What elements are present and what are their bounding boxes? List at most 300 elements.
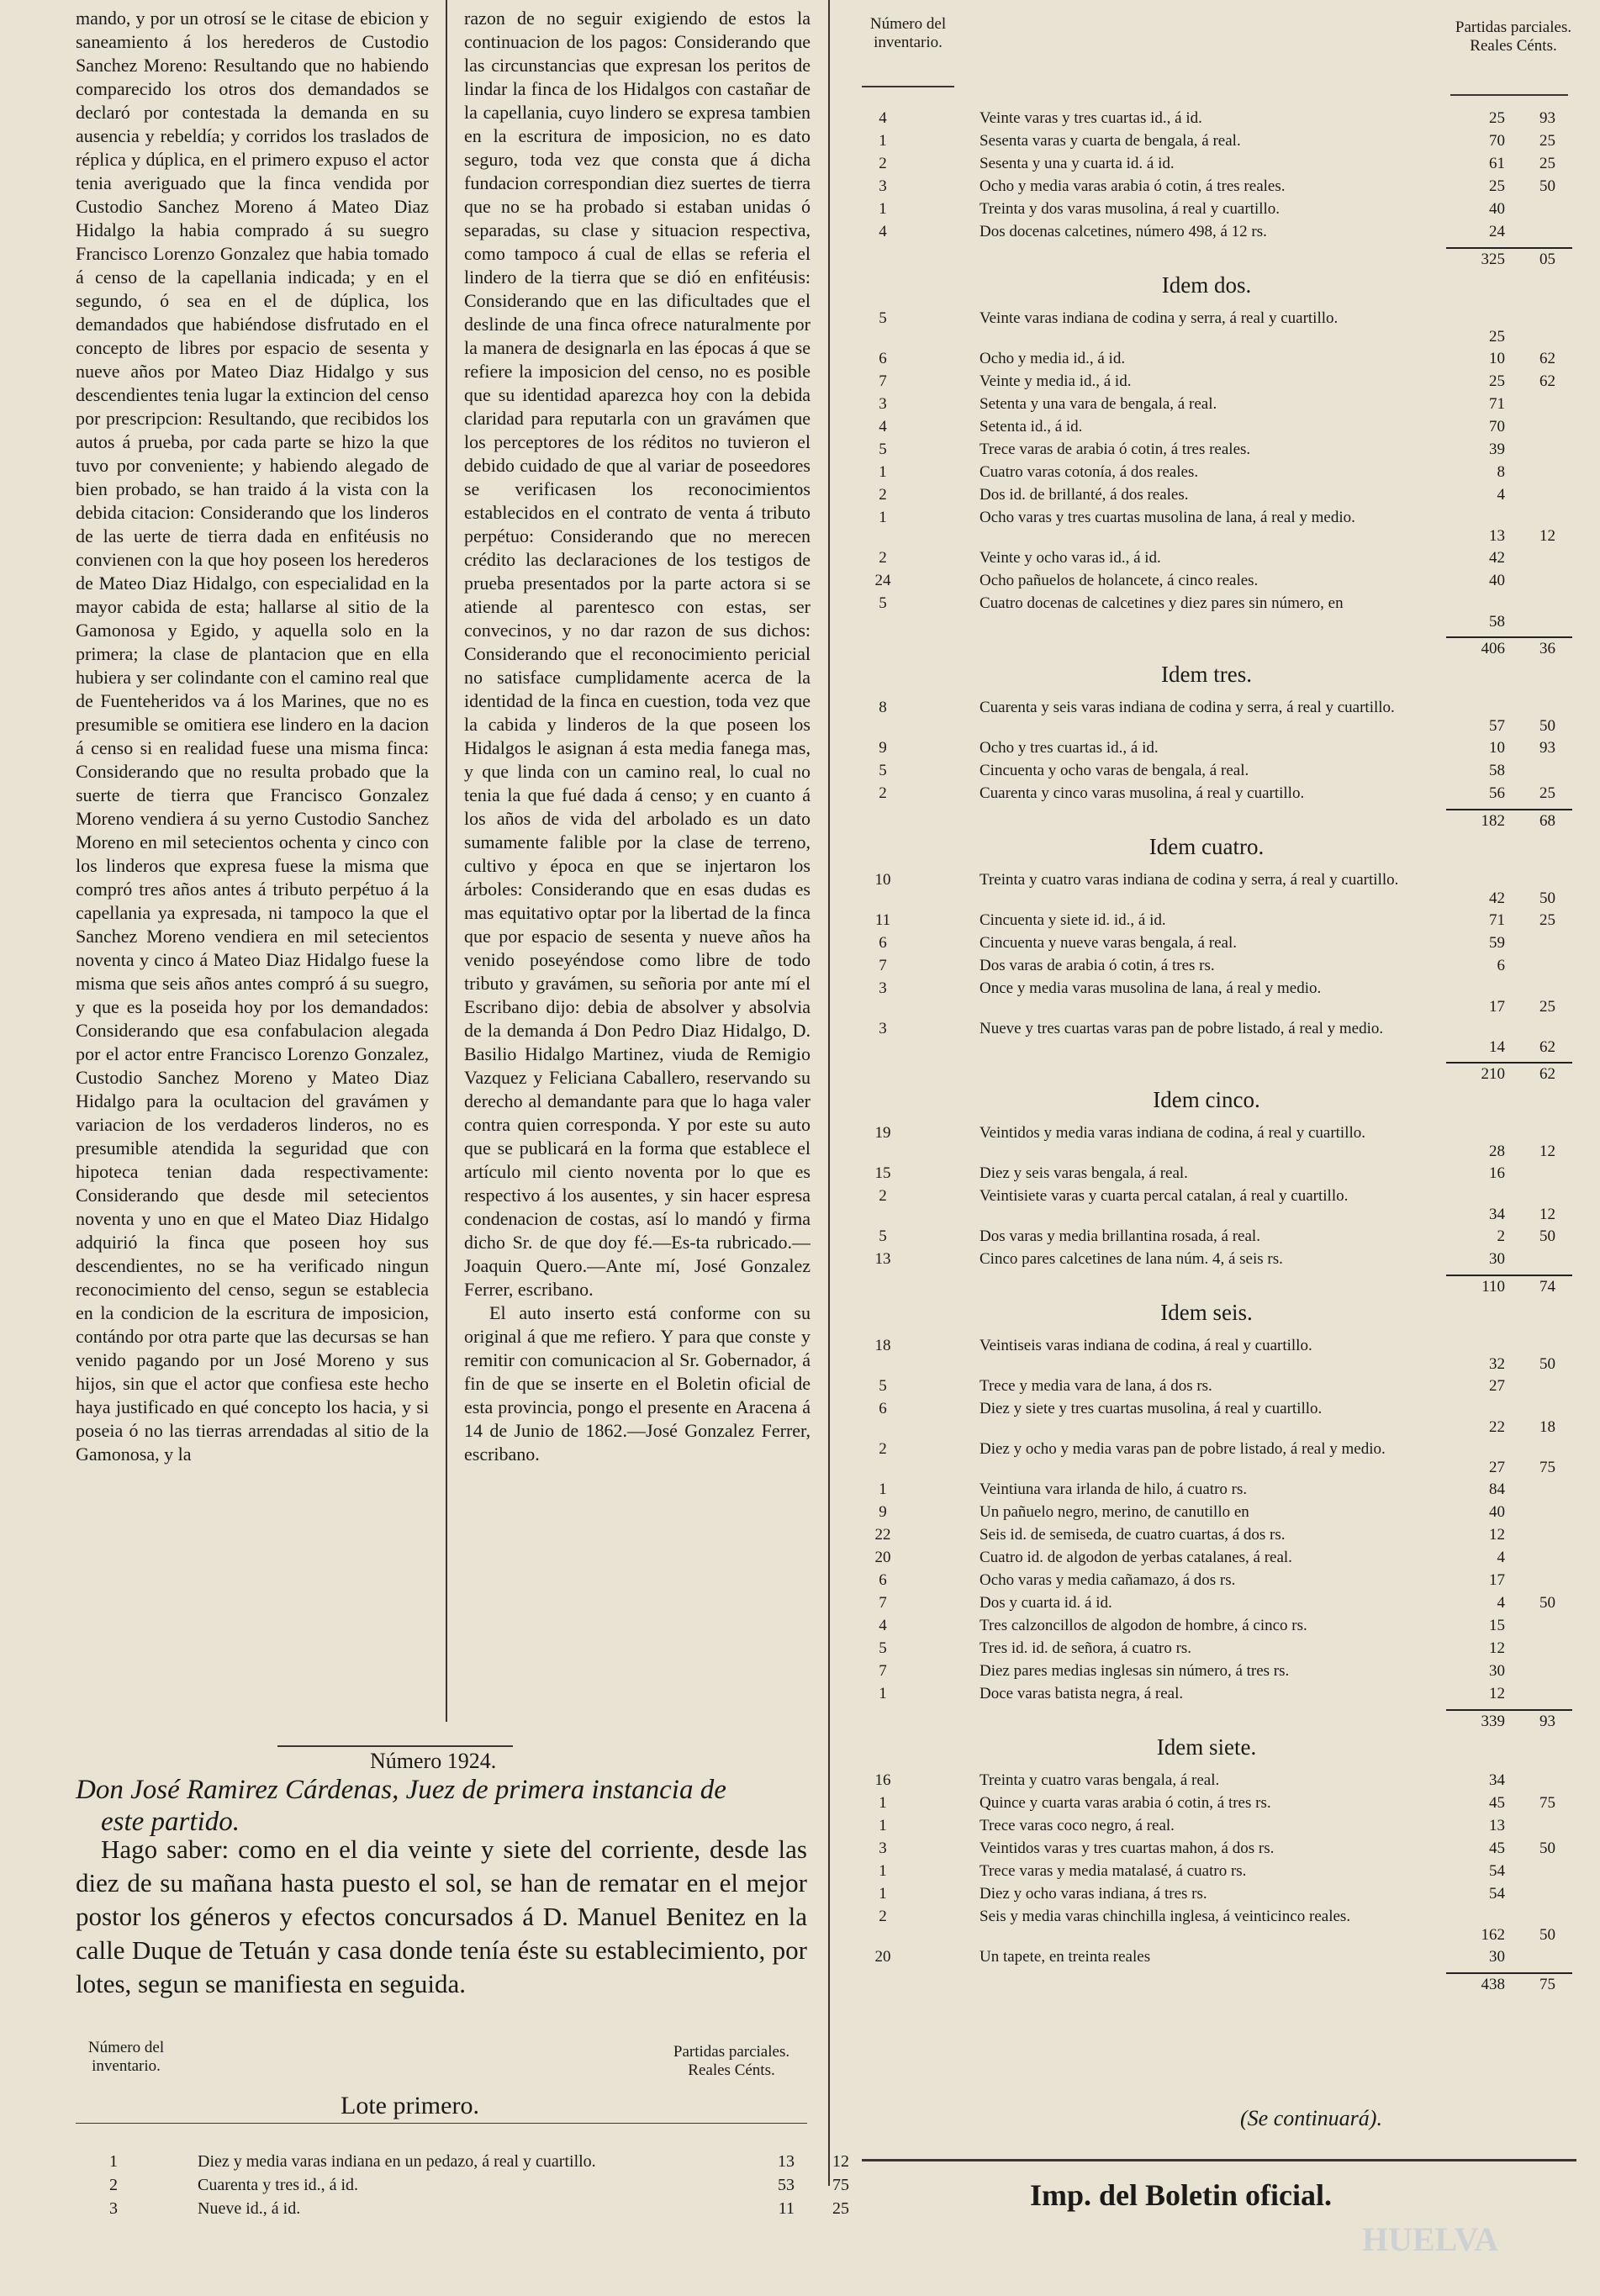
row-cents: 62 bbox=[1539, 1038, 1555, 1056]
table-row bbox=[76, 2176, 849, 2199]
table-row bbox=[841, 155, 1572, 177]
row-number: 2 bbox=[879, 1187, 887, 1205]
table-row bbox=[841, 1794, 1572, 1817]
row-number: 4 bbox=[879, 1617, 887, 1634]
table-row bbox=[841, 594, 1572, 635]
table-row bbox=[841, 911, 1572, 934]
row-number: 20 bbox=[874, 1549, 891, 1566]
row-description: Veinte varas indiana de codina y serra, á real y cuartillo. bbox=[980, 309, 1339, 327]
row-description: Quince y cuarta varas arabia ó cotin, á tres rs. bbox=[980, 1794, 1271, 1812]
row-description: Setenta id., á id. bbox=[980, 418, 1083, 435]
row-cents: 50 bbox=[1539, 1355, 1555, 1373]
total-reales: 182 bbox=[1481, 812, 1505, 830]
row-cents: 50 bbox=[1539, 889, 1555, 907]
total-rule bbox=[1446, 1972, 1572, 1974]
row-number: 3 bbox=[879, 979, 887, 997]
row-description: Veintidos varas y tres cuartas mahon, á dos rs. bbox=[980, 1839, 1275, 1857]
total-rule bbox=[1446, 809, 1572, 810]
notice-header-continuation: este partido. bbox=[101, 1807, 240, 1837]
row-cents: 62 bbox=[1539, 350, 1555, 367]
row-number: 9 bbox=[879, 1503, 887, 1521]
row-number: 1 bbox=[879, 1481, 887, 1498]
row-description: Ocho y tres cuartas id., á id. bbox=[980, 739, 1159, 757]
total-reales: 438 bbox=[1481, 1976, 1505, 1993]
total-cents: 93 bbox=[1539, 1713, 1555, 1730]
row-description: Veintisiete varas y cuarta percal catalan, á real y cuartillo. bbox=[980, 1187, 1349, 1205]
lot-title: Idem tres. bbox=[1161, 662, 1252, 687]
row-number: 6 bbox=[879, 934, 887, 952]
right-header-rule-2 bbox=[1450, 94, 1568, 96]
row-number: 1 bbox=[879, 509, 887, 526]
row-number: 5 bbox=[879, 1639, 887, 1657]
header-cents-label-right: Cénts. bbox=[1516, 37, 1557, 55]
row-cents: 50 bbox=[1539, 177, 1555, 195]
row-number: 5 bbox=[879, 309, 887, 327]
row-number: 11 bbox=[874, 911, 891, 929]
header-reales-label: Reales bbox=[688, 2061, 731, 2079]
table-row bbox=[841, 372, 1572, 395]
total-reales: 339 bbox=[1481, 1713, 1505, 1730]
table-row bbox=[841, 418, 1572, 441]
table-row bbox=[841, 177, 1572, 200]
column-left-text bbox=[76, 7, 429, 1713]
row-number: 1 bbox=[109, 2152, 118, 2171]
row-number: 3 bbox=[879, 395, 887, 413]
right-inventory-table bbox=[841, 109, 1572, 1998]
table-row bbox=[76, 2199, 849, 2223]
row-reales: 61 bbox=[1489, 155, 1505, 172]
row-description: Veinte y media id., á id. bbox=[980, 372, 1132, 390]
table-row bbox=[841, 699, 1572, 739]
table-row bbox=[841, 1187, 1572, 1227]
row-description: Trece varas de arabia ó cotin, á tres reales. bbox=[980, 441, 1251, 458]
row-reales: 56 bbox=[1489, 784, 1505, 802]
row-reales: 59 bbox=[1489, 934, 1505, 952]
row-description: Dos varas y media brillantina rosada, á real. bbox=[980, 1227, 1260, 1245]
table-row bbox=[841, 1227, 1572, 1250]
row-reales: 34 bbox=[1489, 1206, 1505, 1223]
table-row bbox=[841, 309, 1572, 350]
header-reales-label-right: Reales bbox=[1470, 37, 1513, 55]
table-row bbox=[841, 200, 1572, 223]
row-description: Diez pares medias inglesas sin número, á tres rs. bbox=[980, 1662, 1290, 1680]
table-row bbox=[841, 132, 1572, 155]
row-number: 5 bbox=[879, 762, 887, 779]
table-row bbox=[841, 1337, 1572, 1377]
table-row bbox=[841, 1639, 1572, 1662]
table-row bbox=[841, 509, 1572, 549]
row-number: 10 bbox=[874, 871, 891, 889]
row-description: Diez y seis varas bengala, á real. bbox=[980, 1164, 1188, 1182]
row-number: 5 bbox=[879, 594, 887, 612]
row-reales: 71 bbox=[1489, 911, 1505, 929]
row-description: Cinco pares calcetines de lana núm. 4, á seis rs. bbox=[980, 1250, 1283, 1268]
header-num-label: Número del inventario. bbox=[87, 2039, 165, 2075]
notice-body-text: Hago saber: como en el dia veinte y siete del corriente, desde las diez de su mañana hasta puesto el sol, se han de rematar en el mejor postor los géneros y efectos concursados á D. Manuel Benitez en la calle Duque de Tetuán y casa donde tenía éste su establecimiento, por lotes, segun se manifiesta en seguida. bbox=[76, 1834, 807, 1998]
row-description: Cuarenta y seis varas indiana de codina y serra, á real y cuartillo. bbox=[980, 699, 1395, 716]
row-number: 9 bbox=[879, 739, 887, 757]
row-reales: 27 bbox=[1489, 1459, 1505, 1476]
row-description: Nueve y tres cuartas varas pan de pobre listado, á real y medio. bbox=[980, 1020, 1384, 1037]
row-reales: 40 bbox=[1489, 200, 1505, 218]
row-reales: 42 bbox=[1489, 549, 1505, 567]
row-reales: 27 bbox=[1489, 1377, 1505, 1395]
table-row bbox=[841, 1685, 1572, 1707]
table-row bbox=[76, 2152, 849, 2176]
row-cents: 50 bbox=[1539, 1594, 1555, 1612]
table-row bbox=[841, 441, 1572, 463]
row-number: 4 bbox=[879, 109, 887, 127]
row-reales: 70 bbox=[1489, 132, 1505, 150]
row-cents: 12 bbox=[1539, 1206, 1555, 1223]
row-reales: 70 bbox=[1489, 418, 1505, 435]
row-description: Dos varas de arabia ó cotin, á tres rs. bbox=[980, 957, 1215, 974]
imprint-rule bbox=[862, 2159, 1576, 2161]
row-description: Tres calzoncillos de algodon de hombre, á cinco rs. bbox=[980, 1617, 1307, 1634]
header-cents-label: Cénts. bbox=[734, 2061, 775, 2079]
row-description: Veintiseis varas indiana de codina, á real y cuartillo. bbox=[980, 1337, 1312, 1354]
paragraph-sentence-continuation: mando, y por un otrosí se le citase de ebicion y saneamiento á los herederos de Custodio Sanchez Moreno: Resultando que no habiendo comparecido los otros dos demandados se declaró por contestada la demanda en su ausencia y rebeldía; y corridos los traslados de réplica y dúplica, en el primero expuso el actor tenia averiguado que la finca vendida por Custodio Sanchez Moreno á Mateo Diaz Hidalgo la habia comprado á su suegro Francisco Lorenzo Gonzalez que habia tomado á censo de la capellania indicada; y en el segundo, ó sea en el de dúplica, los demandados que habiéndose disfrutado en el concepto de libres por espacio de sesenta y nueve años por Mateo Diaz Hidalgo y sus descendientes tenia lugar la extincion del censo por prescripcion: Resultando, que recibidos los autos á prueba, por cada parte se hizo la que tuvo por conveniente; y habiendo alegado de bien probado, se han traido á la vista con la debida citacion: Considerando que los linderos de las uerte de tierra dada en enfitéusis no convienen con la que hoy poseen los herederos de Mateo Diaz Hidalgo, con especialidad en la mayor cabida de esta; hallarse al sitio de la Gamonosa y Egido, y aquella solo en la primera; la clase de plantacion que en ella hubiera y ser colindante con el camino real que de Fuenteheridos va á los Marines, que no es presumible se omitiera ese lindero en la dacion á censo si en realidad fuese una misma finca: Considerando que no resulta probado que la suerte de tierra que Francisco Gonzalez Moreno vendiera á su yerno Custodio Sanchez Moreno en mil setecientos ochenta y cinco con los linderos que expresa fuese la misma que compró tres años antes á tributo perpétuo á la capellania ya expresada, ni tampoco la que el Sanchez Moreno vendiera en mil setecientos noventa y cinco á Mateo Diaz Hidalgo fuese la misma que seis años antes compró á su suegro, y que es la poseida hoy por los demandados: Considerando que esa confabulacion alegada por el actor entre Francisco Lorenzo Gonzalez, Custodio Sanchez Moreno y Mateo Diaz Hidalgo para la ocultacion del gravámen y variacion de los verdaderos linderos, no es presumible atendida la seguridad que con hipoteca tenian dada respectivamente: Considerando que desde mil setecientos noventa y uno en que el Mateo Diaz Hidalgo adquirió la finca que poseen hoy sus descendientes, no se ha verificado ningun reconocimiento del censo, segun se establecia en la condicion de la escritura de imposicion, contándo por otra parte que las decursas se han venido pagando por un José Moreno y sus hijos, sin que el actor que confiesa este hecho haya justificado en qué concepto los hacia, y si poseia ó no las tierras arrendadas al sitio de la Gamonosa, y la bbox=[76, 8, 429, 1465]
table-row bbox=[841, 1020, 1572, 1060]
row-description: Setenta y una vara de bengala, á real. bbox=[980, 395, 1217, 413]
row-reales: 13 bbox=[778, 2152, 795, 2171]
table-row bbox=[841, 1481, 1572, 1503]
row-description: Sesenta varas y cuarta de bengala, á real. bbox=[980, 132, 1241, 150]
row-number: 6 bbox=[879, 350, 887, 367]
column-rule-right bbox=[828, 0, 830, 2186]
lot-total bbox=[841, 1707, 1572, 1734]
paragraph-sentence-end: razon de no seguir exigiendo de estos la continuacion de los pagos: Considerando que las circunstancias que expresan los peritos de lindar la finca de los Hidalgos con castañar de la capellania, cuyo lindero se expresa tambien en la escritura de imposicion, no es dato seguro, toda vez que consta que á dicha fundacion correspondian diez suertes de tierra que no se ha probado si estaban unidas ó separadas, su clase y situacion respectiva, como tampoco á cual de ellas se referia el lindero de la tierra que se dió en enfitéusis: Considerando que en las dificultades que el deslinde de una finca ofrece naturalmente por la manera de designarla en las épocas á que se refiere la imposicion del censo, no es posible que su identidad aparezca hoy con la debida claridad para reputarla con un gravámen que los perceptores de los réditos no tuvieron el debido cuidado de que al variar de poseedores se verificasen los reconocimientos establecidos en el contrato de venta á tributo perpétuo: Considerando que no merecen crédito las declaraciones de los testigos de prueba presentados por la parte actora si se atiende al parentesco con estas, ser convecinos, y no dar razon de sus dichos: Considerando que el reconocimiento pericial no satisface cumplidamente acerca de la identidad de la finca en cuestion, toda vez que la cabida y linderos de la que poseen los Hidalgos le asignan á esta media fanega mas, y que linda con un camino real, lo cual no tenia la que fué dada á censo; y en cuanto á los años de vida del arbolado es un dato sumamente falible por la clase de terreno, cultivo y época en que se injertaron los árboles: Considerando que en esas dudas es mas equitativo optar por la libertad de la finca que por espacio de sesenta y nueve años ha venido poseyéndose como libre de todo tributo y gravámen, su señoria por ante mí el Escribano dijo: debia de absolver y absolvia de la demanda á Don Pedro Diaz Hidalgo, D. Basilio Hidalgo Martinez, viuda de Remigio Vazquez y Feliciana Caballero, reservando su derecho al demandante para que lo haga valer contra quien corresponda. Y por este su auto que se publicará en la forma que establece el artículo mil ciento noventa por lo que es respectivo á los ausentes, y sin hacer espresa condenacion de costas, así lo mandó y firma dicho Sr. de que doy fé.—Es-ta rubricado.—Joaquin Quero.—Ante mí, José Gonzalez Ferrer, escribano. bbox=[464, 8, 811, 1300]
row-reales: 8 bbox=[1497, 463, 1505, 481]
table-row bbox=[841, 1771, 1572, 1794]
row-description: Diez y siete y tres cuartas musolina, á real y cuartillo. bbox=[980, 1400, 1323, 1417]
row-description: Ocho pañuelos de holancete, á cinco reales. bbox=[980, 572, 1259, 589]
total-cents: 05 bbox=[1539, 251, 1555, 268]
row-reales: 45 bbox=[1489, 1794, 1505, 1812]
row-description: Un tapete, en treinta reales bbox=[980, 1948, 1151, 1966]
row-reales: 30 bbox=[1489, 1948, 1505, 1966]
row-number: 6 bbox=[879, 1400, 887, 1417]
row-number: 1 bbox=[879, 1817, 887, 1834]
lot-total bbox=[841, 635, 1572, 662]
row-reales: 58 bbox=[1489, 613, 1505, 631]
row-cents: 12 bbox=[832, 2152, 849, 2171]
left-header-num bbox=[76, 2039, 177, 2076]
table-row bbox=[841, 957, 1572, 979]
row-description: Ocho y media varas arabia ó cotin, á tres reales. bbox=[980, 177, 1286, 195]
imprint: Imp. del Boletin oficial. bbox=[1030, 2178, 1332, 2212]
lot-total bbox=[841, 807, 1572, 834]
table-row bbox=[841, 1400, 1572, 1440]
row-number: 1 bbox=[879, 463, 887, 481]
row-description: Cuatro id. de algodon de yerbas catalanes, á real. bbox=[980, 1549, 1292, 1566]
table-row bbox=[841, 572, 1572, 594]
row-reales: 24 bbox=[1489, 223, 1505, 240]
total-reales: 110 bbox=[1481, 1278, 1505, 1296]
row-reales: 4 bbox=[1497, 486, 1505, 504]
row-cents: 25 bbox=[1539, 784, 1555, 802]
row-number: 2 bbox=[879, 784, 887, 802]
table-row bbox=[841, 109, 1572, 132]
row-number: 1 bbox=[879, 132, 887, 150]
row-number: 2 bbox=[109, 2176, 118, 2194]
row-reales: 25 bbox=[1489, 109, 1505, 127]
row-cents: 12 bbox=[1539, 1143, 1555, 1160]
row-number: 1 bbox=[879, 1885, 887, 1903]
row-number: 4 bbox=[879, 223, 887, 240]
continuation-note: (Se continuará). bbox=[1240, 2106, 1382, 2130]
row-cents: 75 bbox=[1539, 1459, 1555, 1476]
row-number: 3 bbox=[879, 1839, 887, 1857]
row-description: Dos docenas calcetines, número 498, á 12 rs. bbox=[980, 223, 1267, 240]
total-rule bbox=[1446, 636, 1572, 638]
row-number: 20 bbox=[874, 1948, 891, 1966]
lot-title: Idem seis. bbox=[1160, 1300, 1253, 1325]
table-row bbox=[841, 1948, 1572, 1971]
left-inventory-table bbox=[76, 2152, 849, 2223]
row-number: 13 bbox=[874, 1250, 891, 1268]
row-description: Nueve id., á id. bbox=[198, 2199, 301, 2218]
row-cents: 12 bbox=[1539, 527, 1555, 545]
header-partidas-label-right: Partidas parciales. bbox=[1455, 18, 1572, 36]
notice-header bbox=[76, 1774, 807, 1838]
row-reales: 12 bbox=[1489, 1526, 1505, 1544]
row-cents: 18 bbox=[1539, 1418, 1555, 1436]
lot-total bbox=[841, 1971, 1572, 1998]
row-number: 5 bbox=[879, 441, 887, 458]
table-row bbox=[841, 1503, 1572, 1526]
table-row bbox=[841, 1526, 1572, 1549]
row-reales: 10 bbox=[1489, 739, 1505, 757]
row-reales: 30 bbox=[1489, 1250, 1505, 1268]
lot-title: Idem cuatro. bbox=[1149, 834, 1265, 859]
table-row bbox=[841, 1594, 1572, 1617]
row-description: Veintidos y media varas indiana de codina, á real y cuartillo. bbox=[980, 1124, 1366, 1142]
row-reales: 162 bbox=[1481, 1926, 1505, 1944]
row-number: 7 bbox=[879, 372, 887, 390]
row-reales: 32 bbox=[1489, 1355, 1505, 1373]
row-number: 22 bbox=[874, 1526, 891, 1544]
paragraph-certification: El auto inserto está conforme con su original á que me refiero. Y para que conste y remitir con comunicacion al Sr. Gobernador, á fin de que se inserte en el Boletin oficial de esta provincia, pongo el presente en Aracena á 14 de Junio de 1862.—José Gonzalez Ferrer, escribano. bbox=[464, 1302, 811, 1465]
table-row bbox=[841, 1617, 1572, 1639]
row-reales: 39 bbox=[1489, 441, 1505, 458]
notice-header-line: Don José Ramirez Cárdenas, Juez de primera instancia de bbox=[76, 1775, 726, 1805]
table-row bbox=[841, 223, 1572, 245]
row-description: Treinta y dos varas musolina, á real y cuartillo. bbox=[980, 200, 1281, 218]
row-reales: 25 bbox=[1489, 177, 1505, 195]
total-cents: 68 bbox=[1539, 812, 1555, 830]
row-reales: 12 bbox=[1489, 1685, 1505, 1702]
row-number: 1 bbox=[879, 200, 887, 218]
row-reales: 25 bbox=[1489, 328, 1505, 346]
total-cents: 74 bbox=[1539, 1278, 1555, 1296]
row-cents: 62 bbox=[1539, 372, 1555, 390]
row-reales: 13 bbox=[1489, 1817, 1505, 1834]
row-reales: 10 bbox=[1489, 350, 1505, 367]
row-cents: 50 bbox=[1539, 717, 1555, 735]
lot-total bbox=[841, 245, 1572, 272]
row-reales: 4 bbox=[1497, 1549, 1505, 1566]
total-cents: 62 bbox=[1539, 1065, 1555, 1083]
row-reales: 58 bbox=[1489, 762, 1505, 779]
row-number: 5 bbox=[879, 1227, 887, 1245]
row-number: 24 bbox=[874, 572, 891, 589]
row-description: Cincuenta y ocho varas de bengala, á real. bbox=[980, 762, 1249, 779]
row-cents: 25 bbox=[1539, 132, 1555, 150]
row-number: 6 bbox=[879, 1571, 887, 1589]
row-description: Ocho y media id., á id. bbox=[980, 350, 1126, 367]
row-number: 3 bbox=[109, 2199, 118, 2218]
row-number: 8 bbox=[879, 699, 887, 716]
table-row bbox=[841, 871, 1572, 911]
row-reales: 13 bbox=[1489, 527, 1505, 545]
row-description: Doce varas batista negra, á real. bbox=[980, 1685, 1184, 1702]
total-rule bbox=[1446, 1062, 1572, 1064]
total-rule bbox=[1446, 1709, 1572, 1711]
row-reales: 28 bbox=[1489, 1143, 1505, 1160]
row-number: 5 bbox=[879, 1377, 887, 1395]
row-reales: 42 bbox=[1489, 889, 1505, 907]
row-reales: 17 bbox=[1489, 1571, 1505, 1589]
row-cents: 25 bbox=[1539, 155, 1555, 172]
row-reales: 71 bbox=[1489, 395, 1505, 413]
row-number: 2 bbox=[879, 549, 887, 567]
row-reales: 84 bbox=[1489, 1481, 1505, 1498]
notice-body bbox=[76, 1833, 807, 2001]
section-rule bbox=[277, 1745, 513, 1747]
row-reales: 22 bbox=[1489, 1418, 1505, 1436]
row-description: Tres id. id. de señora, á cuatro rs. bbox=[980, 1639, 1192, 1657]
row-description: Once y media varas musolina de lana, á real y medio. bbox=[980, 979, 1322, 997]
right-header-rule bbox=[862, 86, 954, 87]
total-reales: 406 bbox=[1481, 640, 1505, 657]
table-row bbox=[841, 1862, 1572, 1885]
row-description: Dos y cuarta id. á id. bbox=[980, 1594, 1112, 1612]
table-row bbox=[841, 1549, 1572, 1571]
table-row bbox=[841, 1662, 1572, 1685]
row-cents: 75 bbox=[832, 2176, 849, 2194]
row-number: 1 bbox=[879, 1862, 887, 1880]
row-description: Cincuenta y nueve varas bengala, á real. bbox=[980, 934, 1237, 952]
right-header-partidas bbox=[1446, 18, 1581, 55]
row-reales: 54 bbox=[1489, 1885, 1505, 1903]
row-description: Cuatro docenas de calcetines y diez pares sin número, en bbox=[980, 594, 1344, 612]
table-row bbox=[841, 1908, 1572, 1948]
row-description: Trece y media vara de lana, á dos rs. bbox=[980, 1377, 1212, 1395]
table-row bbox=[841, 486, 1572, 509]
row-reales: 57 bbox=[1489, 717, 1505, 735]
table-row bbox=[841, 549, 1572, 572]
row-reales: 2 bbox=[1497, 1227, 1505, 1245]
row-reales: 11 bbox=[778, 2199, 795, 2218]
row-cents: 75 bbox=[1539, 1794, 1555, 1812]
row-description: Treinta y cuatro varas bengala, á real. bbox=[980, 1771, 1220, 1789]
table-row bbox=[841, 784, 1572, 807]
row-description: Treinta y cuatro varas indiana de codina y serra, á real y cuartillo. bbox=[980, 871, 1399, 889]
row-reales: 12 bbox=[1489, 1639, 1505, 1657]
row-number: 19 bbox=[874, 1124, 891, 1142]
row-reales: 40 bbox=[1489, 1503, 1505, 1521]
row-description: Veinte varas y tres cuartas id., á id. bbox=[980, 109, 1202, 127]
row-reales: 40 bbox=[1489, 572, 1505, 589]
total-cents: 75 bbox=[1539, 1976, 1555, 1993]
table-row bbox=[841, 1817, 1572, 1839]
row-description: Trece varas y media matalasé, á cuatro rs. bbox=[980, 1862, 1247, 1880]
row-number: 7 bbox=[879, 1662, 887, 1680]
table-row bbox=[841, 739, 1572, 762]
lot-title: Idem siete. bbox=[1156, 1734, 1257, 1760]
row-cents: 93 bbox=[1539, 739, 1555, 757]
table-row bbox=[841, 1440, 1572, 1481]
left-header-rule bbox=[76, 2123, 807, 2124]
row-number: 4 bbox=[879, 418, 887, 435]
row-reales: 17 bbox=[1489, 998, 1505, 1016]
row-number: 16 bbox=[874, 1771, 891, 1789]
row-description: Diez y media varas indiana en un pedazo, á real y cuartillo. bbox=[198, 2152, 596, 2171]
table-row bbox=[841, 463, 1572, 486]
notice-number: Número 1924. bbox=[370, 1749, 497, 1773]
table-row bbox=[841, 1571, 1572, 1594]
row-reales: 6 bbox=[1497, 957, 1505, 974]
table-row bbox=[841, 1839, 1572, 1862]
row-cents: 25 bbox=[832, 2199, 849, 2218]
column-middle-text bbox=[464, 7, 811, 1713]
row-description: Cuatro varas cotonía, á dos reales. bbox=[980, 463, 1199, 481]
row-number: 2 bbox=[879, 1908, 887, 1925]
row-description: Cuarenta y tres id., á id. bbox=[198, 2176, 359, 2194]
row-reales: 54 bbox=[1489, 1862, 1505, 1880]
row-description: Ocho varas y media cañamazo, á dos rs. bbox=[980, 1571, 1236, 1589]
row-number: 15 bbox=[874, 1164, 891, 1182]
lot-total bbox=[841, 1273, 1572, 1300]
table-row bbox=[841, 1377, 1572, 1400]
row-reales: 16 bbox=[1489, 1164, 1505, 1182]
row-number: 18 bbox=[874, 1337, 891, 1354]
row-reales: 25 bbox=[1489, 372, 1505, 390]
row-description: Seis y media varas chinchilla inglesa, á veinticinco reales. bbox=[980, 1908, 1351, 1925]
total-cents: 36 bbox=[1539, 640, 1555, 657]
row-number: 3 bbox=[879, 1020, 887, 1037]
total-reales: 210 bbox=[1481, 1065, 1505, 1083]
row-cents: 50 bbox=[1539, 1227, 1555, 1245]
archive-watermark: HUELVA bbox=[1362, 2220, 1499, 2258]
row-description: Sesenta y una y cuarta id. á id. bbox=[980, 155, 1175, 172]
row-cents: 25 bbox=[1539, 911, 1555, 929]
row-reales: 34 bbox=[1489, 1771, 1505, 1789]
row-description: Diez y ocho varas indiana, á tres rs. bbox=[980, 1885, 1207, 1903]
row-reales: 45 bbox=[1489, 1839, 1505, 1857]
lot-title: Idem dos. bbox=[1161, 272, 1252, 298]
lote-primero-title: Lote primero. bbox=[341, 2092, 479, 2119]
row-reales: 14 bbox=[1489, 1038, 1505, 1056]
row-number: 7 bbox=[879, 1594, 887, 1612]
left-header-partidas bbox=[664, 2043, 799, 2080]
table-row bbox=[841, 1885, 1572, 1908]
row-number: 1 bbox=[879, 1794, 887, 1812]
row-number: 2 bbox=[879, 486, 887, 504]
row-cents: 93 bbox=[1539, 109, 1555, 127]
row-number: 1 bbox=[879, 1685, 887, 1702]
row-reales: 53 bbox=[778, 2176, 795, 2194]
lot-title: Idem cinco. bbox=[1153, 1087, 1260, 1112]
row-description: Cuarenta y cinco varas musolina, á real y cuartillo. bbox=[980, 784, 1305, 802]
row-cents: 50 bbox=[1539, 1926, 1555, 1944]
lot-total bbox=[841, 1060, 1572, 1087]
row-cents: 50 bbox=[1539, 1839, 1555, 1857]
row-reales: 15 bbox=[1489, 1617, 1505, 1634]
table-row bbox=[841, 979, 1572, 1020]
row-description: Cincuenta y siete id. id., á id. bbox=[980, 911, 1166, 929]
